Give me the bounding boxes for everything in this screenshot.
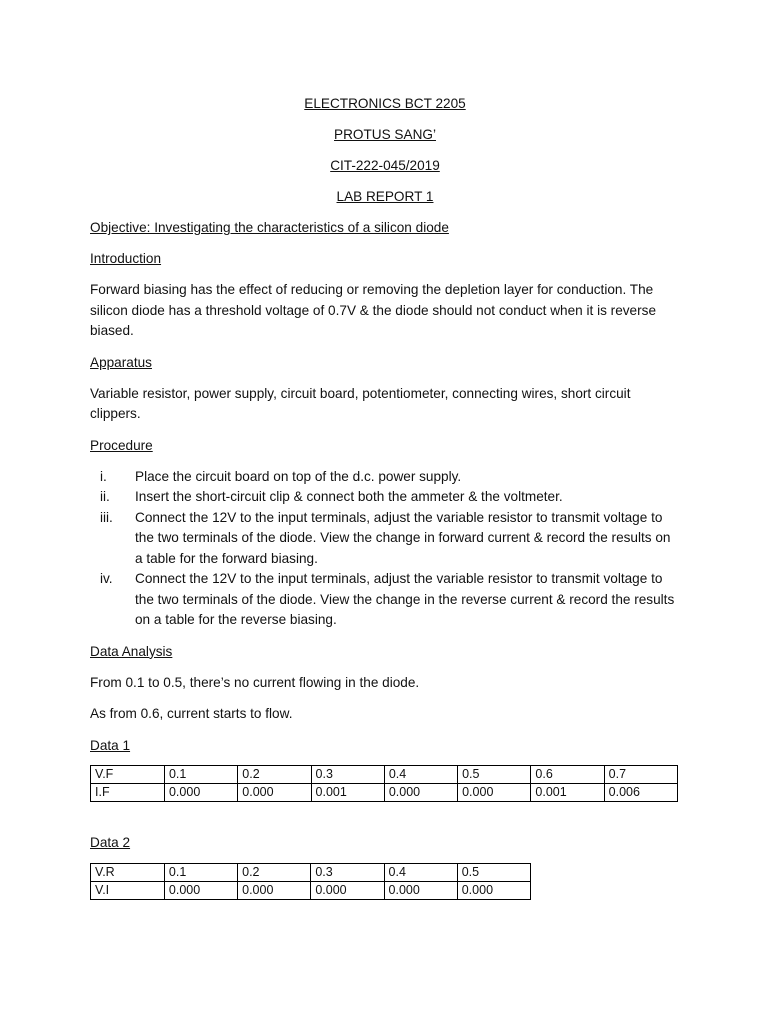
data-1-table (90, 765, 678, 802)
step-number: iii. (100, 509, 113, 525)
table-cell: I.F (91, 783, 165, 801)
table-cell: 0.000 (458, 783, 531, 801)
table-cell: 0.000 (164, 783, 237, 801)
table-cell: 0.4 (384, 765, 457, 783)
table-cell: 0.3 (311, 765, 384, 783)
table-cell: 0.000 (384, 881, 457, 899)
data-analysis-line-2: As from 0.6, current starts to flow. (90, 706, 293, 721)
table-cell: V.F (91, 765, 165, 783)
procedure-step (90, 467, 680, 488)
table-cell: 0.3 (311, 863, 384, 881)
table-cell: 0.001 (531, 783, 604, 801)
table-row (91, 765, 678, 783)
table-cell: 0.000 (238, 783, 311, 801)
step-number: iv. (100, 571, 113, 586)
introduction-text: Forward biasing has the effect of reducing or removing the depletion layer for conduction. The silicon diode has a threshold voltage of 0.7V & the diode should not conduct when it is reverse biased. (90, 282, 657, 338)
table-cell: 0.5 (457, 863, 530, 881)
table-cell: 0.000 (457, 881, 530, 899)
table-cell: 0.1 (164, 863, 237, 881)
step-number: ii. (100, 489, 110, 504)
data-2-table (90, 863, 531, 900)
table-cell: V.R (91, 863, 165, 881)
data-analysis-line-1: From 0.1 to 0.5, there’s no current flowing in the diode. (90, 674, 420, 690)
data-1-heading: Data 1 (90, 737, 131, 753)
procedure-list (90, 467, 680, 631)
table-cell: 0.001 (311, 783, 384, 801)
registration-number: CIT-222-045/2019 (330, 158, 440, 173)
step-number: i. (100, 468, 107, 484)
table-cell: V.I (91, 881, 165, 899)
step-text: Place the circuit board on top of the d.c. power supply. (135, 468, 462, 484)
step-text: Connect the 12V to the input terminals, adjust the variable resistor to transmit voltage to the two terminals of the diode. View the change in forward current & record the results on a table for the forward biasing. (135, 509, 671, 566)
course-title: ELECTRONICS BCT 2205 (304, 96, 466, 111)
report-title: LAB REPORT 1 (336, 189, 434, 204)
lab-report-page (90, 94, 680, 900)
data-2-heading: Data 2 (90, 834, 131, 850)
introduction-heading: Introduction (90, 251, 162, 266)
table-cell: 0.7 (604, 765, 677, 783)
table-cell: 0.000 (384, 783, 457, 801)
step-text: Connect the 12V to the input terminals, adjust the variable resistor to transmit voltage to the two terminals of the diode. View the change in the reverse current & record the results on a table for the reverse biasing. (135, 571, 675, 627)
author-name: PROTUS SANG’ (334, 127, 436, 142)
apparatus-heading: Apparatus (90, 354, 152, 370)
table-cell: 0.2 (238, 863, 311, 881)
table-cell: 0.000 (238, 881, 311, 899)
objective: Objective: Investigating the characteristics of a silicon diode (90, 220, 449, 235)
table-cell: 0.5 (458, 765, 531, 783)
table-row (91, 881, 531, 899)
procedure-step (90, 569, 680, 631)
procedure-step (90, 487, 680, 508)
table-cell: 0.1 (164, 765, 237, 783)
step-text: Insert the short-circuit clip & connect both the ammeter & the voltmeter. (135, 489, 563, 504)
table-row (91, 863, 531, 881)
table-cell: 0.006 (604, 783, 677, 801)
table-cell: 0.4 (384, 863, 457, 881)
table-cell: 0.000 (164, 881, 237, 899)
table-cell: 0.2 (238, 765, 311, 783)
procedure-step (90, 508, 680, 570)
procedure-heading: Procedure (90, 437, 153, 453)
data-analysis-heading: Data Analysis (90, 643, 173, 659)
table-cell: 0.6 (531, 765, 604, 783)
table-cell: 0.000 (311, 881, 384, 899)
table-row (91, 783, 678, 801)
apparatus-text: Variable resistor, power supply, circuit board, potentiometer, connecting wires, short circuit clippers. (90, 385, 631, 421)
